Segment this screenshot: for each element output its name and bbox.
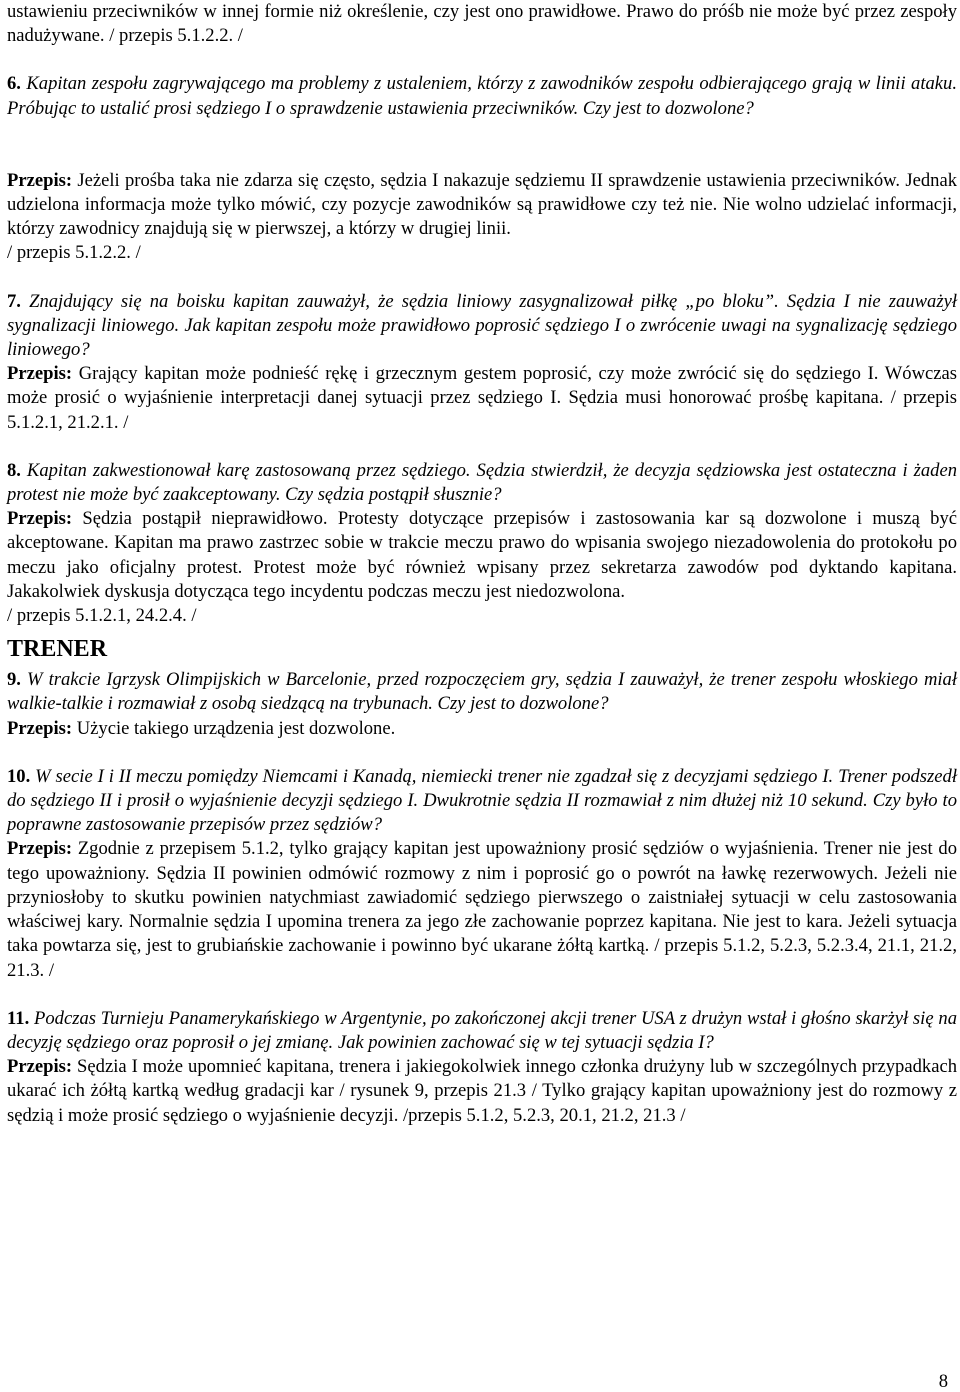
question-7 — [7, 290, 957, 363]
answer-text: Zgodnie z przepisem 5.1.2, tylko grający kapitan jest upoważniony prosić sędziów o wyjaśnienia. Trener nie jest do tego upoważniony. Sędzia II powinien odmówić rozmowy z nim i poprosić go o powrót na ławkę rezerwowych. Jeżeli nie przyniosłoby to skutku powinien natychmiast zawiadomić sędziego pierwszego o zaistniałej sytuacji w celu zastosowania właściwej kary. Normalnie sędzia I upomina trenera za jego złe zachowanie poprzez kapitana. Nie jest to kara. Jeżeli sytuacja taka powtarza się, jest to grubiańskie zachowanie i powinno być ukarane żółtą kartką. / przepis 5.1.2, 5.2.3, 5.2.3.4, 21.1, 21.2, 21.3. / — [7, 838, 957, 981]
question-10 — [7, 765, 957, 838]
question-9 — [7, 668, 957, 716]
question-text: W trakcie Igrzysk Olimpijskich w Barcelonie, przed rozpoczęciem gry, sędzia I zauważył, że trener zespołu włoskiego miał walkie-talkie i rozmawiał z osobą siedzącą na trybunach. Czy jest to dozwolone? — [7, 669, 957, 715]
question-text: W secie I i II meczu pomiędzy Niemcami i Kanadą, niemiecki trener nie zgadzał się z decyzjami sędziego I. Trener podszedł do sędziego II i prosił o wyjaśnienie decyzji sędziego I. Dwukrotnie sędzia II rozmawiał z nim dłużej niż 10 sekund. Czy było to poprawne zastosowanie przepisów przez sędziów? — [7, 765, 957, 836]
answer-6 — [7, 169, 957, 242]
answer-text: Sędzia I może upomnieć kapitana, trenera i jakiegokolwiek innego członka drużyny lub w szczególnych przypadkach ukarać ich żółtą kartką według gradacji kar / rysunek 9, przepis 21.3 / Tylko grający kapitan upoważniony jest do rozmowy z sędzią i może prosić sędziego o wyjaśnienie decyzji. /przepis 5.1.2, 5.2.3, 20.1, 21.2, 21.3 / — [7, 1056, 957, 1126]
page-number: 8 — [938, 1371, 948, 1392]
answer-text: Grający kapitan może podnieść rękę i grzecznym gestem poprosić, czy może zwrócić się do sędziego I. Wówczas może prosić o wyjaśnienie interpretacji danej sytuacji przez sędziego I. Sędzia musi honorować prośbę kapitana. / przepis 5.1.2.1, 21.2.1. / — [7, 363, 957, 433]
question-number: 7. — [7, 290, 21, 312]
answer-9 — [7, 717, 957, 741]
answer-label: Przepis: — [7, 169, 73, 191]
question-text: Podczas Turnieju Panamerykańskiego w Argentynie, po zakończonej akcji trener USA z drużyn wstał i głośno skarżył się na decyzję sędziego oraz poprosił o jej zmianę. Jak powinien zachować się w tej sytuacji sędzia I? — [7, 1007, 957, 1053]
question-6 — [7, 72, 957, 120]
question-number: 10. — [7, 765, 31, 787]
answer-text: Sędzia postąpił nieprawidłowo. Protesty dotyczące przepisów i zastosowania kar są dozwolone i muszą być akceptowane. Kapitan ma prawo zastrzec sobie w trakcie meczu prawo do wpisania swojego niezadowolenia do protokołu po meczu jako oficjalny protest. Protest może być również wpisany przez sekretarza zawodów pod dyktando kapitana. Jakakolwiek dyskusja dotycząca tego incydentu podczas meczu jest niedozwolona. — [7, 508, 957, 602]
question-text: Kapitan zakwestionował karę zastosowaną przez sędziego. Sędzia stwierdził, że decyzja sędziowska jest ostateczna i żaden protest nie może być zaakceptowany. Czy sędzia postąpił słusznie? — [7, 459, 957, 506]
question-number: 9. — [7, 669, 21, 691]
answer-7 — [7, 362, 957, 435]
intro-paragraph: ustawieniu przeciwników w innej formie niż określenie, czy jest ono prawidłowe. Prawo do próśb nie może być przez zespoły nadużywane. / przepis 5.1.2.2. / — [7, 1, 957, 47]
rule-reference-6: / przepis 5.1.2.2. / — [7, 242, 141, 264]
answer-label: Przepis: — [7, 508, 73, 530]
answer-label: Przepis: — [7, 717, 73, 739]
answer-11 — [7, 1055, 957, 1128]
answer-text: Użycie takiego urządzenia jest dozwolone. — [72, 717, 396, 739]
answer-10 — [7, 837, 957, 982]
section-heading: TRENER — [7, 636, 108, 663]
question-11 — [7, 1007, 957, 1055]
answer-label: Przepis: — [7, 838, 73, 860]
question-8 — [7, 459, 957, 507]
document-body — [7, 0, 957, 1128]
answer-text: Jeżeli prośba taka nie zdarza się często, sędzia I nakazuje sędziemu II sprawdzenie ustawienia przeciwników. Jednak udzielona informacja może tylko mówić, czy pozycje zawodników są prawidłowe czy też nie. Nie wolno udzielać informacji, którzy zawodnicy znajdują się w pierwszej, a którzy w drugiej linii. — [7, 169, 957, 240]
answer-label: Przepis: — [7, 363, 73, 385]
rule-reference-8: / przepis 5.1.2.1, 24.2.4. / — [7, 605, 197, 627]
question-number: 11. — [7, 1007, 30, 1029]
answer-label: Przepis: — [7, 1056, 73, 1078]
question-number: 6. — [7, 73, 21, 95]
question-text: Kapitan zespołu zagrywającego ma problemy z ustaleniem, którzy z zawodników zespołu odbierającego grają w linii ataku. Próbując to ustalić prosi sędziego I o sprawdzenie ustawienia przeciwników. Czy jest to dozwolone? — [7, 73, 957, 119]
question-text: Znajdujący się na boisku kapitan zauważył, że sędzia liniowy zasygnalizował piłkę „po bloku”. Sędzia I nie zauważył sygnalizacji liniowego. Jak kapitan zespołu może prawidłowo poprosić sędziego I o zwrócenie uwagi na sygnalizację sędziego liniowego? — [7, 290, 957, 361]
answer-8 — [7, 507, 957, 604]
question-number: 8. — [7, 459, 21, 481]
